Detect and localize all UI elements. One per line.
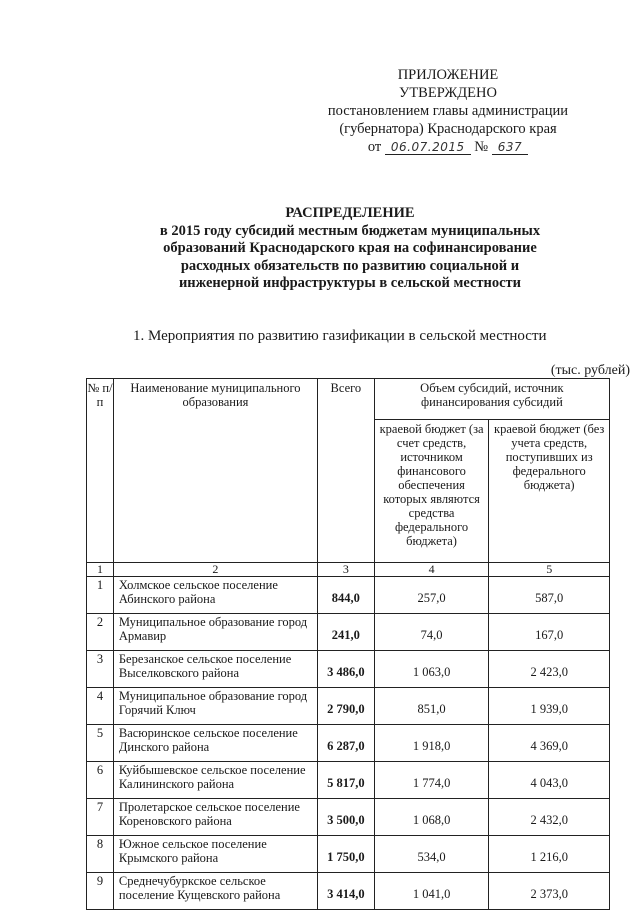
municipality-name: Пролетарское сельское поселение Кореновского района xyxy=(113,799,317,836)
row-number: 5 xyxy=(87,725,114,762)
section-heading: 1. Мероприятия по развитию газификации в сельской местности xyxy=(133,328,547,344)
table-row xyxy=(87,725,610,762)
title-line-2: в 2015 году субсидий местным бюджетам муниципальных xyxy=(159,222,541,239)
title-line-1: РАСПРЕДЕЛЕНИЕ xyxy=(285,205,415,221)
regional-funded-value: 1 939,0 xyxy=(489,688,610,725)
total-value: 3 500,0 xyxy=(317,799,374,836)
index-row xyxy=(87,563,610,577)
row-number: 2 xyxy=(87,614,114,651)
header-col-b: краевой бюджет (без учета средств, поступивших из федерального бюджета) xyxy=(489,420,610,563)
regional-funded-value: 2 423,0 xyxy=(489,651,610,688)
total-value: 6 287,0 xyxy=(317,725,374,762)
index-cell: 2 xyxy=(113,563,317,577)
federal-funded-value: 1 774,0 xyxy=(374,762,489,799)
title-line-5: инженерной инфраструктуры в сельской местности xyxy=(178,275,522,291)
municipality-name: Муниципальное образование город Армавир xyxy=(113,614,317,651)
header-name: Наименование муниципального образования xyxy=(113,379,317,563)
title-line-4: расходных обязательств по развитию социальной и xyxy=(180,257,520,274)
municipality-name: Муниципальное образование город Горячий Ключ xyxy=(113,688,317,725)
row-number: 3 xyxy=(87,651,114,688)
regional-funded-value: 4 369,0 xyxy=(489,725,610,762)
total-value: 241,0 xyxy=(317,614,374,651)
federal-funded-value: 1 068,0 xyxy=(374,799,489,836)
municipality-name: Куйбышевское сельское поселение Калининского района xyxy=(113,762,317,799)
regional-funded-value: 587,0 xyxy=(489,577,610,614)
index-cell: 3 xyxy=(317,563,374,577)
municipality-name: Южное сельское поселение Крымского района xyxy=(113,836,317,873)
federal-funded-value: 851,0 xyxy=(374,688,489,725)
federal-funded-value: 257,0 xyxy=(374,577,489,614)
header-group: Объем субсидий, источник финансирования субсидий xyxy=(374,379,609,420)
total-value: 1 750,0 xyxy=(317,836,374,873)
row-number: 8 xyxy=(87,836,114,873)
regional-funded-value: 167,0 xyxy=(489,614,610,651)
table-row xyxy=(87,799,610,836)
total-value: 3 486,0 xyxy=(317,651,374,688)
index-cell: 4 xyxy=(374,563,489,577)
row-number: 4 xyxy=(87,688,114,725)
row-number: 6 xyxy=(87,762,114,799)
table-row xyxy=(87,614,610,651)
approval-block xyxy=(318,66,578,156)
municipality-name: Березанское сельское поселение Выселковского района xyxy=(113,651,317,688)
table-row xyxy=(87,688,610,725)
index-cell: 1 xyxy=(87,563,114,577)
date-prefix: от xyxy=(367,139,382,155)
header-num: № п/п xyxy=(87,379,114,563)
title-line-3: образований Краснодарского края на софинансирование xyxy=(163,240,537,256)
date-value: 06.07.2015 xyxy=(385,140,471,155)
units-label: (тыс. рублей) xyxy=(550,363,630,378)
number-prefix: № xyxy=(474,139,489,155)
table-row xyxy=(87,651,610,688)
total-value: 844,0 xyxy=(317,577,374,614)
total-value: 5 817,0 xyxy=(317,762,374,799)
approval-appendix: ПРИЛОЖЕНИЕ xyxy=(397,67,499,83)
federal-funded-value: 1 041,0 xyxy=(374,873,489,910)
table-row xyxy=(87,873,610,910)
municipality-name: Васюринское сельское поселение Динского района xyxy=(113,725,317,762)
regional-funded-value: 2 432,0 xyxy=(489,799,610,836)
row-number: 9 xyxy=(87,873,114,910)
table-row xyxy=(87,577,610,614)
approval-authority: (губернатора) Краснодарского края xyxy=(339,121,557,137)
federal-funded-value: 1 063,0 xyxy=(374,651,489,688)
federal-funded-value: 74,0 xyxy=(374,614,489,651)
document-title xyxy=(70,205,630,293)
row-number: 7 xyxy=(87,799,114,836)
approval-approved: УТВЕРЖДЕНО xyxy=(399,85,497,101)
subsidy-table xyxy=(86,378,610,910)
federal-funded-value: 534,0 xyxy=(374,836,489,873)
regional-funded-value: 4 043,0 xyxy=(489,762,610,799)
total-value: 2 790,0 xyxy=(317,688,374,725)
header-total: Всего xyxy=(317,379,374,563)
federal-funded-value: 1 918,0 xyxy=(374,725,489,762)
table-row xyxy=(87,836,610,873)
table-row xyxy=(87,762,610,799)
total-value: 3 414,0 xyxy=(317,873,374,910)
number-value: 637 xyxy=(492,140,528,155)
approval-date-line xyxy=(318,138,578,156)
regional-funded-value: 2 373,0 xyxy=(489,873,610,910)
municipality-name: Среднечубуркское сельское поселение Кущевского района xyxy=(113,873,317,910)
approval-resolution: постановлением главы администрации xyxy=(327,103,569,119)
municipality-name: Холмское сельское поселение Абинского района xyxy=(113,577,317,614)
header-col-a: краевой бюджет (за счет средств, источником финансового обеспечения которых являются средства федерального бюджета) xyxy=(374,420,489,563)
row-number: 1 xyxy=(87,577,114,614)
regional-funded-value: 1 216,0 xyxy=(489,836,610,873)
index-cell: 5 xyxy=(489,563,610,577)
